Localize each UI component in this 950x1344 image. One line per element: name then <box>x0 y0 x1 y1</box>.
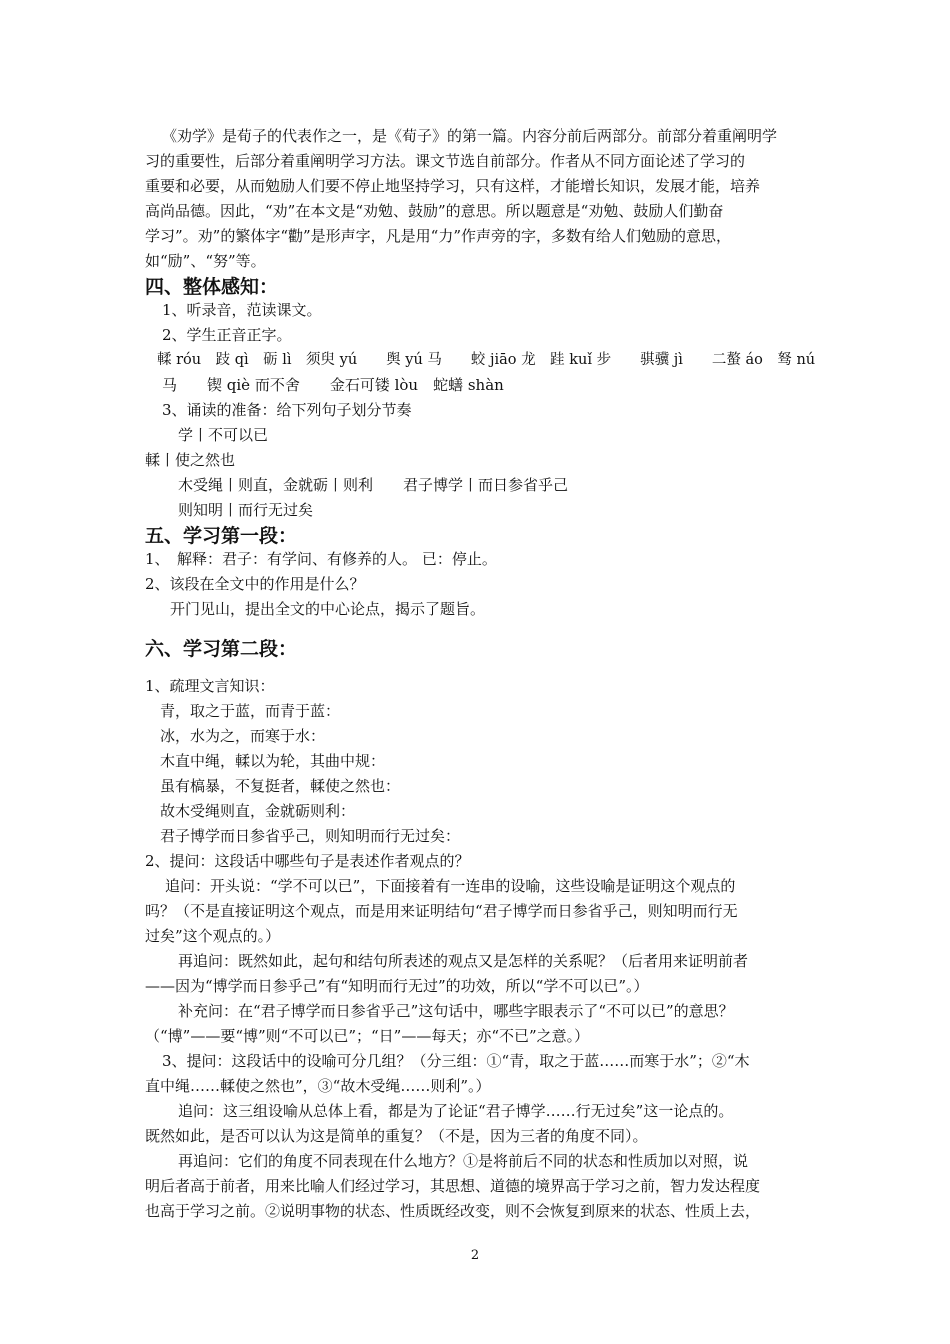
sec6-line: 追问：这三组设喻从总体上看，都是为了论证“君子博学……行无过矣”这一论点的。 <box>178 1102 734 1120</box>
sec6-line: 补充问：在“君子博学而日参省乎己”这句话中，哪些字眼表示了“不可以已”的意思？ <box>178 1002 734 1020</box>
sec6-line: 直中绳……輮使之然也”，③“故木受绳……则利”。） <box>145 1077 491 1095</box>
section-heading-4: 四、整体感知： <box>145 276 279 298</box>
sec6-line: （“博”——要“博”则“不可以已”；“日”——每天；亦“不已”之意。） <box>145 1027 590 1045</box>
quote-line: 木直中绳，輮以为轮，其曲中规： <box>160 752 386 770</box>
section-heading-6: 六、学习第二段： <box>145 638 298 660</box>
sec6-line: 1、疏理文言知识： <box>145 677 275 695</box>
intro-line: 习的重要性，后部分着重阐明学习方法。课文节选自前部分。作者从不同方面论述了学习的 <box>145 152 746 170</box>
sec5-line: 1、 解释：君子：有学问、有修养的人。 已：停止。 <box>145 550 497 568</box>
sec6-line: 3、提问：这段话中的设喻可分几组？（分三组：①“青，取之于蓝……而寒于水”；②“木 <box>162 1052 750 1070</box>
sec6-line: 再追问：它们的角度不同表现在什么地方？①是将前后不同的状态和性质加以对照，说 <box>178 1152 749 1170</box>
section-heading-5: 五、学习第一段： <box>145 525 298 547</box>
quote-line: 冰，水为之，而寒于水： <box>160 727 326 745</box>
sec4-line: 2、学生正音正字。 <box>162 326 292 344</box>
sec4-line: 1、听录音，范读课文。 <box>162 301 322 319</box>
quote-line: 青，取之于蓝，而青于蓝： <box>160 702 341 720</box>
intro-line: 高尚品德。因此，“劝”在本文是“劝勉、鼓励”的意思。所以题意是“劝勉、鼓励人们勤奋 <box>145 202 724 220</box>
sec6-line: 吗？（不是直接证明这个观点，而是用来证明结句“君子博学而日参省乎己，则知明而行无 <box>145 902 738 920</box>
sec6-line: 再追问：既然如此，起句和结句所表述的观点又是怎样的关系呢？（后者用来证明前者 <box>178 952 749 970</box>
sec6-line: 也高于学习之前。②说明事物的状态、性质既经改变，则不会恢复到原来的状态、性质上去， <box>145 1202 761 1220</box>
quote-line: 虽有槁暴，不复挺者，輮使之然也： <box>160 777 401 795</box>
intro-line: 如“励”、“努”等。 <box>145 252 266 270</box>
intro-line: 学习”。劝”的繁体字“勸”是形声字，凡是用“力”作声旁的字，多数有给人们勉励的意思， <box>145 227 732 245</box>
quote-line: 君子博学而日参省乎己，则知明而行无过矣： <box>160 827 461 845</box>
intro-line: 重要和必要，从而勉励人们要不停止地坚持学习，只有这样，才能增长知识，发展才能，培养 <box>145 177 761 195</box>
sec6-line: 2、提问：这段话中哪些句子是表述作者观点的？ <box>145 852 470 870</box>
quote-line: 故木受绳则直，金就砺则利： <box>160 802 356 820</box>
sec4-line: 3、诵读的准备：给下列句子划分节奏 <box>162 401 412 419</box>
sec5-line: 开门见山，提出全文的中心论点，揭示了题旨。 <box>170 600 486 618</box>
sec6-line: 明后者高于前者，用来比喻人们经过学习，其思想、道德的境界高于学习之前，智力发达程度 <box>145 1177 761 1195</box>
sec5-line: 2、该段在全文中的作用是什么？ <box>145 575 365 593</box>
sec6-line: ——因为“博学而日参乎己”有“知明而行无过”的功效，所以“学不可以已”。） <box>145 977 649 995</box>
rhythm-line: 则知明丨而行无过矣 <box>178 501 314 519</box>
page-number: 2 <box>470 1248 480 1263</box>
rhythm-line: 木受绳丨则直，金就砺丨则利 君子博学丨而日参省乎己 <box>178 476 569 494</box>
pinyin-line: 輮 róu 跂 qì 砺 lì 须臾 yú 舆 yú 马 蛟 jiāo 龙 跬 kuǐ 步 骐骥 jì 二螯 áo 驽 nú <box>157 352 816 368</box>
intro-line: 《劝学》是荀子的代表作之一，是《荀子》的第一篇。内容分前后两部分。前部分着重阐明学 <box>162 127 778 145</box>
sec6-line: 追问：开头说：“学不可以已”，下面接着有一连串的设喻，这些设喻是证明这个观点的 <box>165 877 736 895</box>
rhythm-line: 輮丨使之然也 <box>145 451 236 469</box>
pinyin-line: 马 锲 qiè 而不舍 金石可镂 lòu 蛇蟮 shàn <box>162 376 504 394</box>
sec6-line: 既然如此，是否可以认为这是简单的重复？（不是，因为三者的角度不同）。 <box>145 1127 648 1145</box>
sec6-line: 过矣”这个观点的。） <box>145 927 281 945</box>
rhythm-line: 学丨不可以已 <box>178 426 269 444</box>
